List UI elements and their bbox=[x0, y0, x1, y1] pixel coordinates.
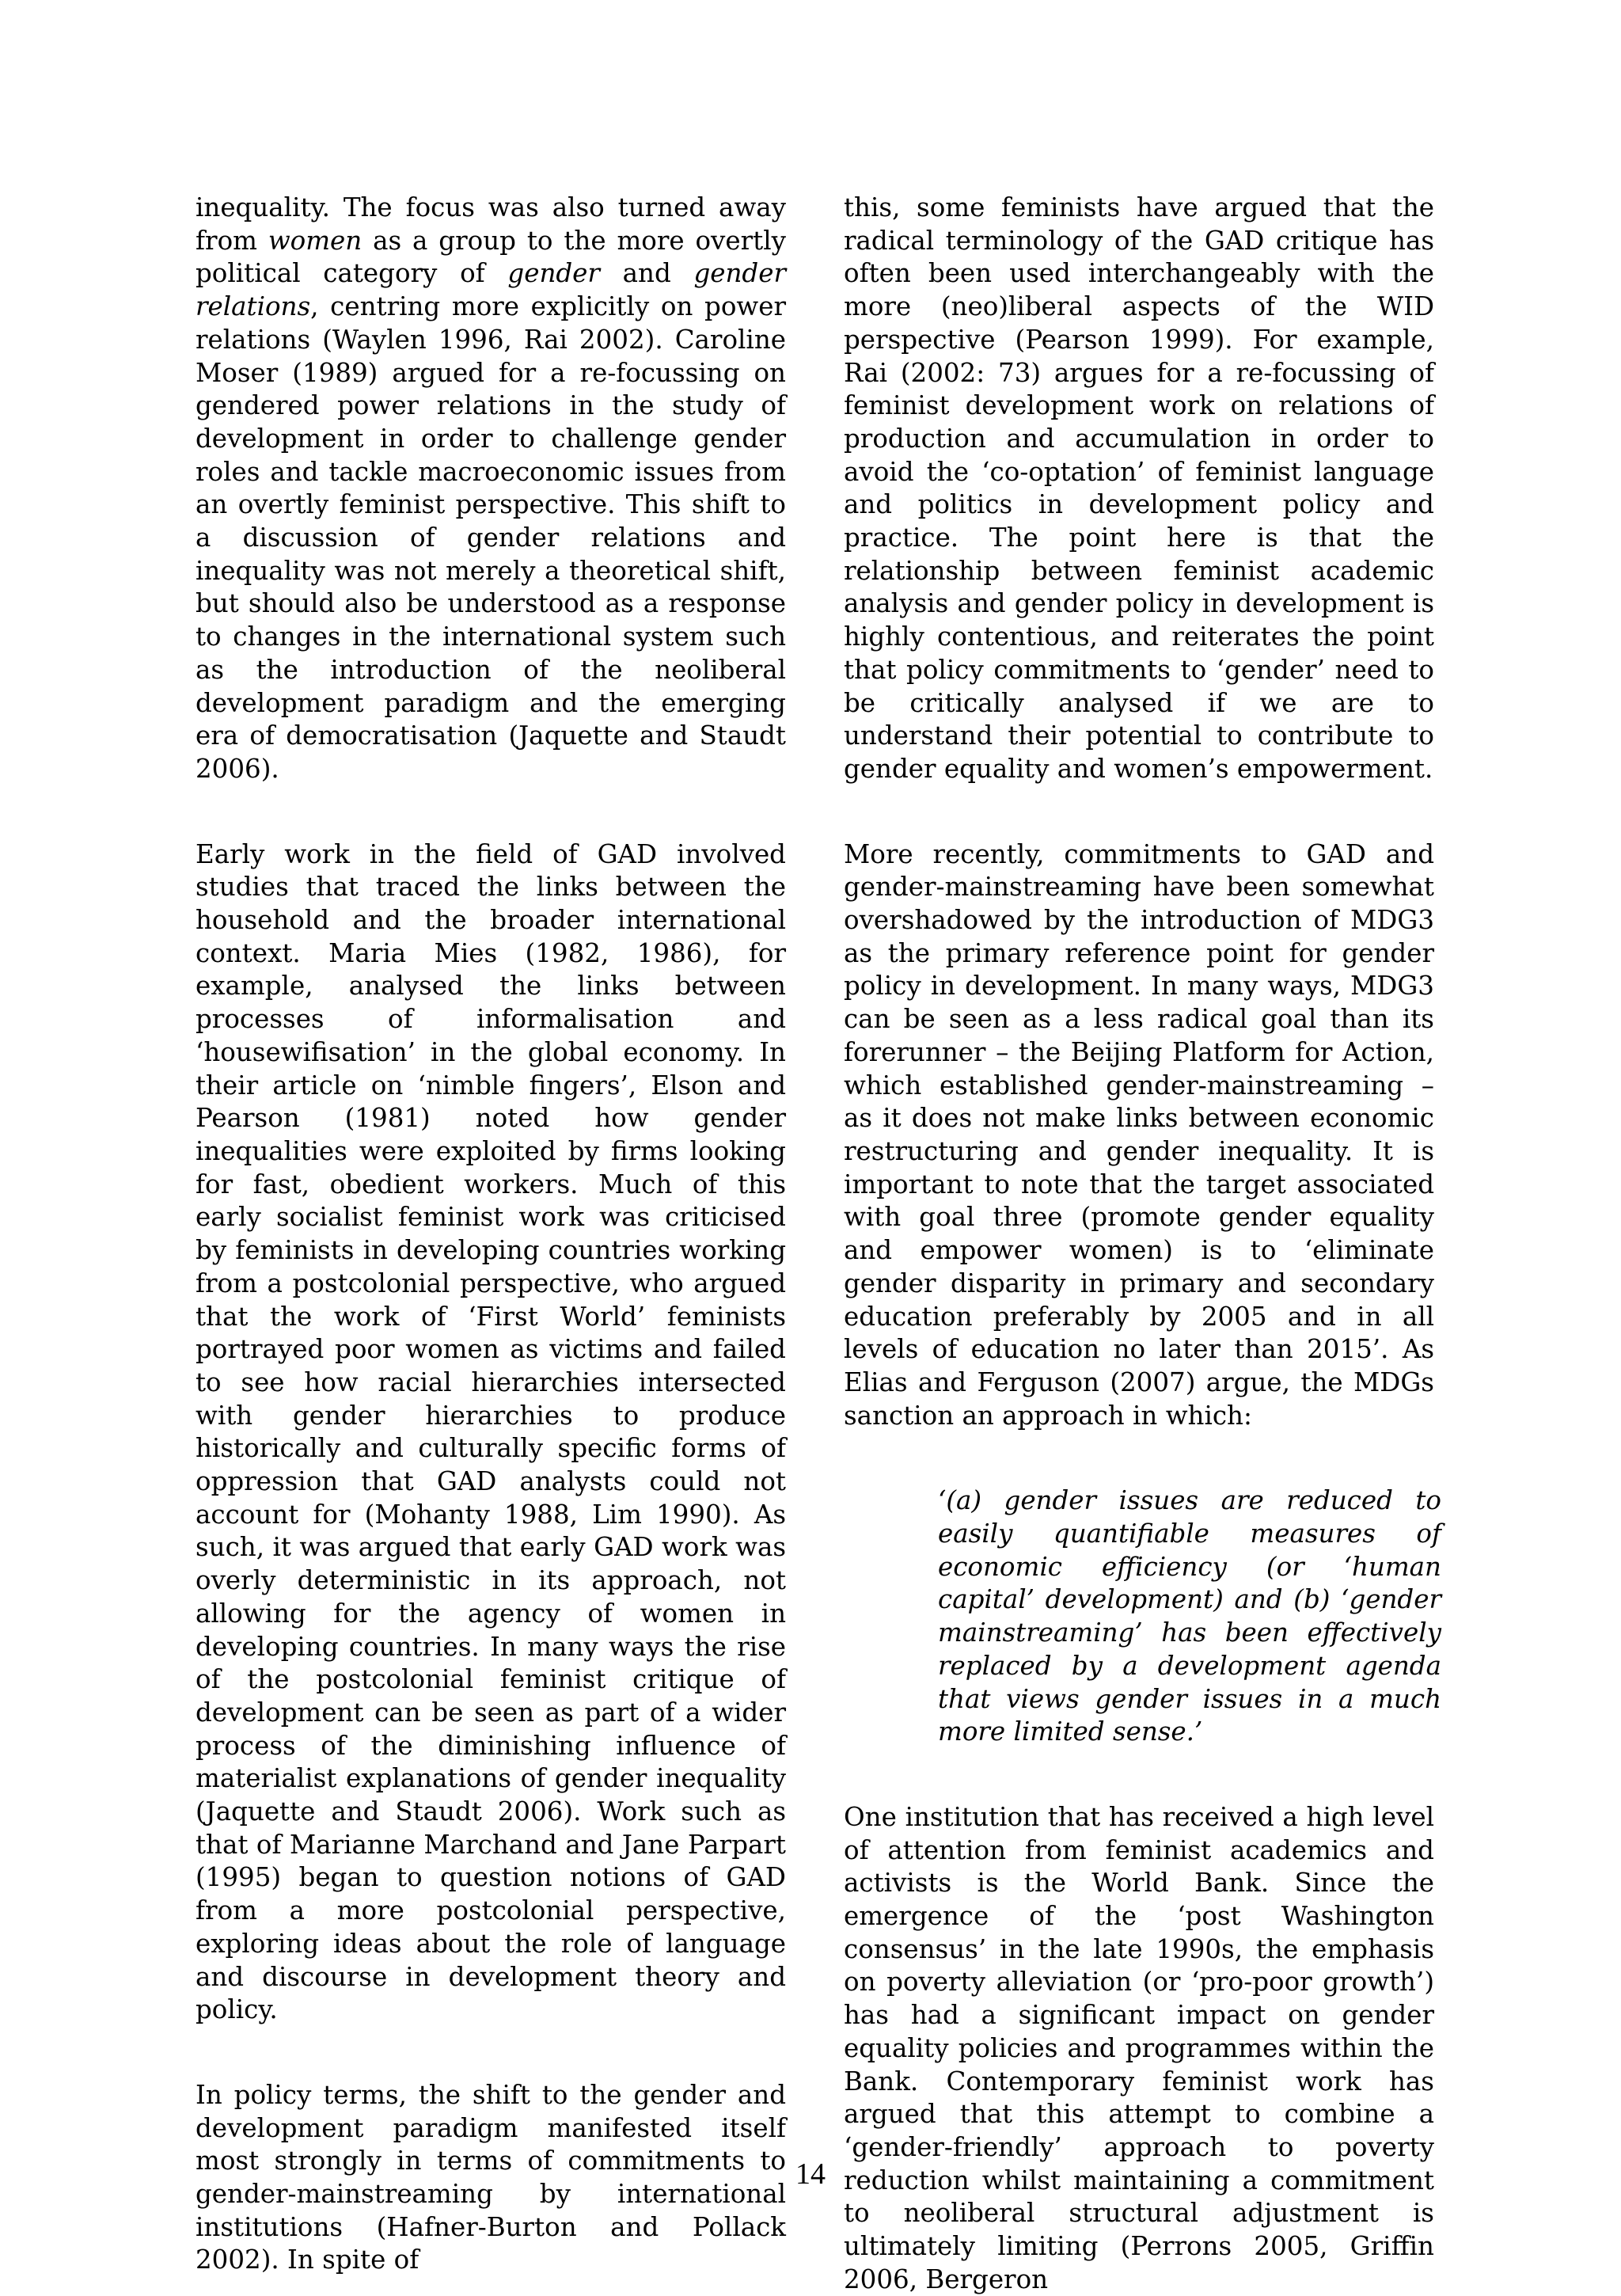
paragraph-early-gad-work: Early work in the field of GAD involved studies that traced the links between the household and the broader international context. Maria Mies (1982, 1986), for example, analysed the links between processes of informalisation and ‘housewifisation’ in the global economy. In their article on ‘nimble fingers’, Elson and Pearson (1981) noted how gender inequalities were exploited by firms looking for fast, obedient workers. Much of this early socialist feminist work was criticised by feminists in developing countries working from a postcolonial perspective, who argued that the work of ‘First World’ feminists portrayed poor women as victims and failed to see how racial hierarchies intersected with gender hierarchies to produce historically and culturally specific forms of oppression that GAD analysts could not account for (Mohanty 1988, Lim 1990). As such, it was argued that early GAD work was overly deterministic in its approach, not allowing for the agency of women in developing countries. In many ways the rise of the postcolonial feminist critique of development can be seen as part of a wider process of the diminishing influence of materialist explanations of gender inequality (Jaquette and Staudt 2006). Work such as that of Marianne Marchand and Jane Parpart (1995) began to question notions of GAD from a more postcolonial perspective, exploring ideas about the role of language and discourse in development theory and policy. bbox=[196, 838, 786, 2025]
paragraph-radical-terminology: this, some feminists have argued that the radical terminology of the GAD critique has often been used interchangeably with the more (neo)liberal aspects of the WID perspective (Pearson 1999). For example, Rai (2002: 73) argues for a re-focussing of feminist development work on relations of production and accumulation in order to avoid the ‘co-optation’ of feminist language and politics in development policy and practice. The point here is that the relationship between feminist academic analysis and gender policy in development is highly contentious, and reiterates the point that policy commitments to ‘gender’ need to be critically analysed if we are to understand their potential to contribute to gender equality and women’s empowerment. bbox=[844, 192, 1434, 784]
paragraph-mdg3: More recently, commitments to GAD and gender-mainstreaming have been somewhat overshadowed by the introduction of MDG3 as the primary reference point for gender policy in development. In many ways, MDG3 can be seen as a less radical goal than its forerunner – the Beijing Platform for Action, which established gender-mainstreaming – as it does not make links between economic restructuring and gender inequality. It is important to note that the target associated with goal three (promote gender equality and empower women) is to ‘eliminate gender disparity in primary and secondary education preferably by 2005 and in all levels of education no later than 2015’. As Elias and Ferguson (2007) argue, the MDGs sanction an approach in which: bbox=[844, 838, 1434, 1431]
block-quote: ‘(a) gender issues are reduced to easily quantifiable measures of economic efficiency (or ‘human capital’ development) and (b) ‘gender mainstreaming’ has been effectively replaced by a development agenda that views gender issues in a much more limited sense.’ bbox=[938, 1485, 1441, 1747]
paragraph-gender-relations: inequality. The focus was also turned away from women as a group to the more overtly political category of gender and gender relations, centring more explicitly on power relations (Waylen 1996, Rai 2002). Caroline Moser (1989) argued for a re-focussing on gendered power relations in the study of development in order to challenge gender roles and tackle macroeconomic issues from an overtly feminist perspective. This shift to a discussion of gender relations and inequality was not merely a theoretical shift, but should also be understood as a response to changes in the international system such as the introduction of the neoliberal development paradigm and the emerging era of democratisation (Jaquette and Staudt 2006). bbox=[196, 192, 786, 784]
page-number: 14 bbox=[795, 2157, 826, 2191]
right-column bbox=[844, 192, 1441, 2296]
paragraph-world-bank: One institution that has received a high level of attention from feminist academics and activists is the World Bank. Since the emergence of the ‘post Washington consensus’ in the late 1990s, the emphasis on poverty alleviation (or ‘pro-poor growth’) has had a significant impact on gender equality policies and programmes within the Bank. Contemporary feminist work has argued that this attempt to combine a ‘gender-friendly’ approach to poverty reduction whilst maintaining a commitment to neoliberal structural adjustment is ultimately limiting (Perrons 2005, Griffin 2006, Bergeron bbox=[844, 1801, 1434, 2294]
paragraph-policy-terms: In policy terms, the shift to the gender and development paradigm manifested itself most strongly in terms of commitments to gender-mainstreaming by international institutions (Hafner-Burton and Pollack 2002). In spite of bbox=[196, 2079, 786, 2275]
left-column bbox=[196, 192, 786, 2277]
